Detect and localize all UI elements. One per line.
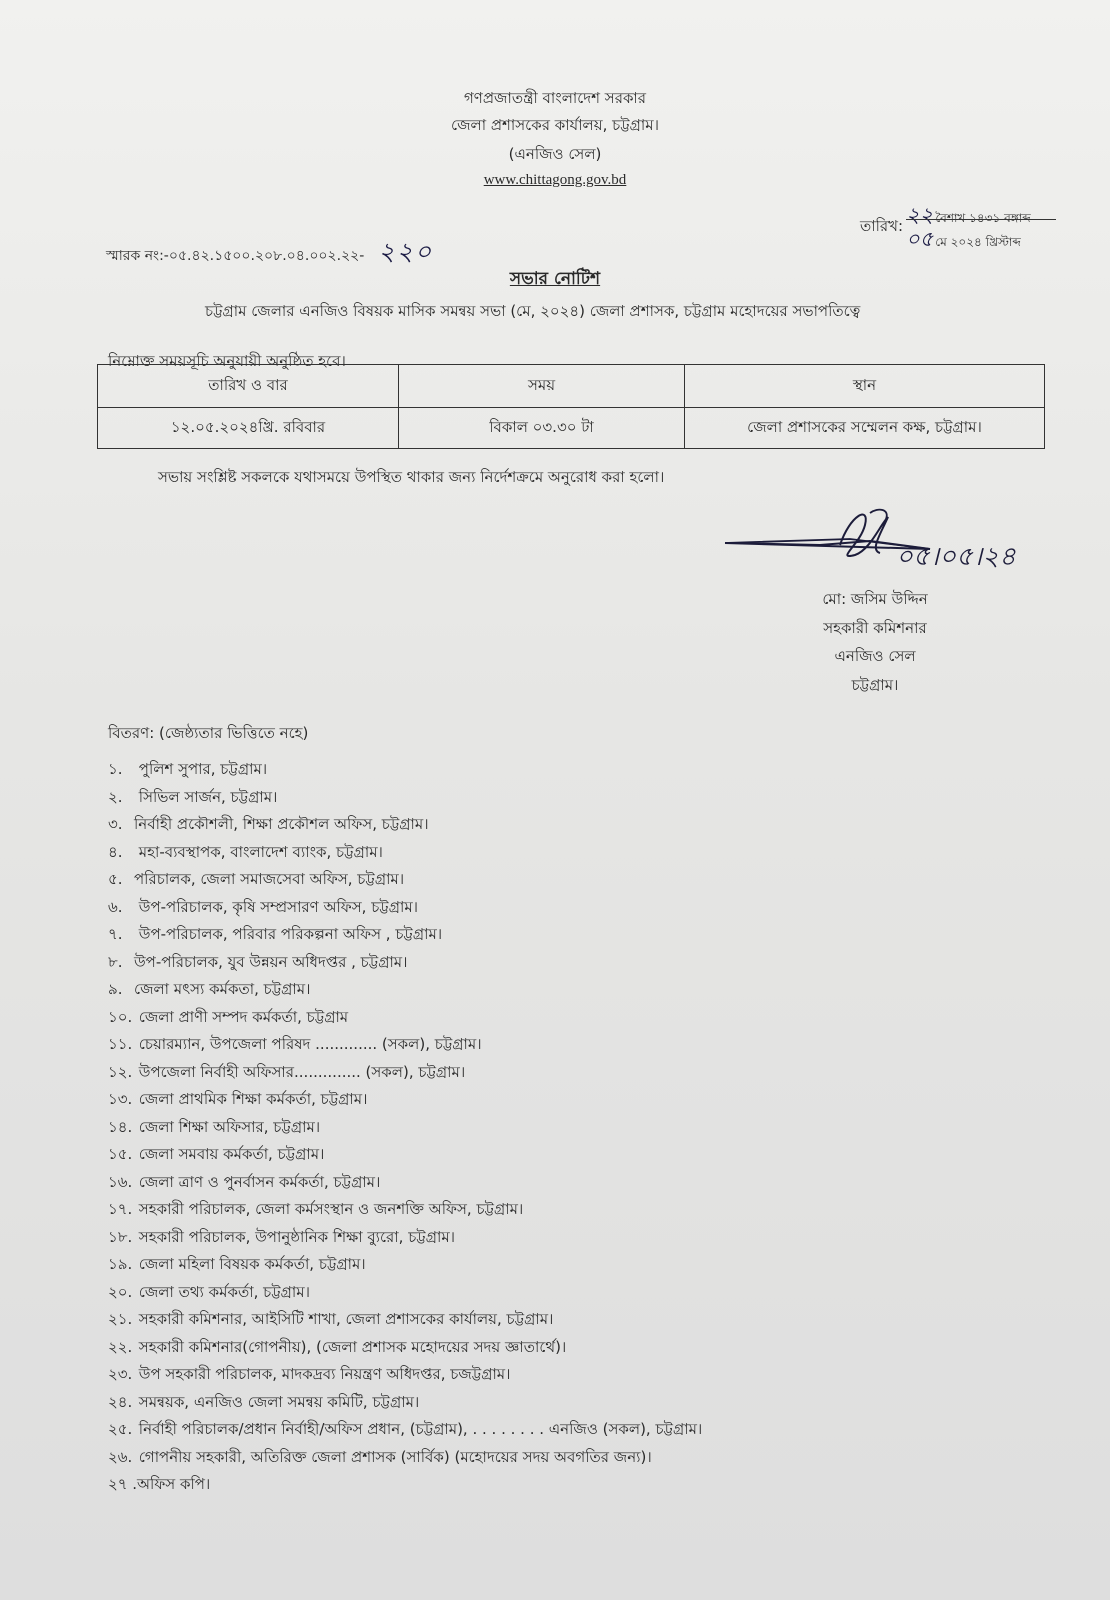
closing-request: সভায় সংশ্লিষ্ট সকলকে যথাসময়ে উপস্থিত থাকার জন্য নির্দেশক্রমে অনুরোধ করা হলো।: [158, 468, 665, 486]
distribution-item: ১২. উপজেলা নির্বাহী অফিসার.............. (সকল), চট্টগ্রাম।: [108, 1062, 466, 1081]
website-link[interactable]: www.chittagong.gov.bd: [483, 172, 627, 188]
distribution-item: ১৩. জেলা প্রাথমিক শিক্ষা কর্মকর্তা, চট্টগ্রাম।: [108, 1090, 368, 1108]
signatory-office: এনজিও সেল: [834, 647, 916, 665]
distribution-item: ৯. জেলা মৎস্য কর্মকতা, চট্টগ্রাম।: [108, 980, 311, 998]
office-name: জেলা প্রশাসকের কার্যালয়, চট্টগ্রাম।: [451, 116, 659, 134]
government-name: গণপ্রজাতন্ত্রী বাংলাদেশ সরকার: [463, 89, 647, 107]
date-block: [860, 197, 1070, 251]
distribution-item: ১৮. সহকারী পরিচালক, উপানুষ্ঠানিক শিক্ষা ব্যুরো, চট্টগ্রাম।: [108, 1227, 456, 1246]
distribution-item: ৪. মহা-ব্যবস্থাপক, বাংলাদেশ ব্যাংক, চট্টগ্রাম।: [108, 842, 383, 861]
distribution-item: ৮. উপ-পরিচালক, যুব উন্নয়ন অধিদপ্তর , চট্টগ্রাম।: [108, 952, 408, 971]
cell-name: (এনজিও সেল): [508, 145, 602, 163]
distribution-item: ২০. জেলা তথ্য কর্মকর্তা, চট্টগ্রাম।: [108, 1282, 310, 1301]
distribution-item: ২৬. গোপনীয় সহকারী, অতিরিক্ত জেলা প্রশাসক (সার্বিক) (মহোদয়ের সদয় অবগতির জন্য)।: [108, 1447, 652, 1466]
distribution-item: ৭. উপ-পরিচালক, পরিবার পরিকল্পনা অফিস , চট্টগ্রাম।: [108, 925, 443, 943]
distribution-item: ২১. সহকারী কমিশনার, আইসিটি শাখা, জেলা প্রশাসকের কার্যালয়, চট্টগ্রাম।: [108, 1310, 554, 1328]
distribution-item: ৩. নির্বাহী প্রকৌশলী, শিক্ষা প্রকৌশল অফিস, চট্টগ্রাম।: [108, 815, 429, 833]
distribution-item: ১৫. জেলা সমবায় কর্মকর্তা, চট্টগ্রাম।: [108, 1145, 325, 1163]
bangla-date-rest: বৈশাখ ১৪৩১ বঙ্গাব্দ: [935, 211, 1031, 225]
signature-image: [720, 505, 1020, 585]
distribution-item: ১৭. সহকারী পরিচালক, জেলা কর্মসংস্থান ও জনশক্তি অফিস, চট্টগ্রাম।: [108, 1200, 524, 1218]
schedule-header-row: [98, 365, 1045, 408]
signatory-name: মো: জসিম উদ্দিন: [822, 590, 928, 608]
schedule-row: [98, 408, 1045, 449]
distribution-item: ৫. পরিচালক, জেলা সমাজসেবা অফিস, চট্টগ্রাম।: [108, 870, 405, 888]
date-divider: [906, 219, 1056, 220]
header-time: সময়: [399, 365, 685, 408]
distribution-item: ২৩. উপ সহকারী পরিচালক, মাদকদ্রব্য নিয়ন্ত্রণ অধিদপ্তর, চজট্টগ্রাম।: [108, 1365, 511, 1383]
body-line-2: নিম্নোক্ত সময়সূচি অনুযায়ী অনুষ্ঠিত হবে।: [108, 352, 346, 370]
header-venue: স্থান: [685, 365, 1045, 408]
english-date-day: ০৫: [906, 227, 934, 251]
distribution-item: ২. সিভিল সার্জন, চট্টগ্রাম।: [108, 787, 278, 806]
memo-handwritten-number: ২২০: [378, 239, 434, 266]
english-date: [906, 223, 1021, 258]
cell-time: বিকাল ০৩.৩০ টা: [399, 408, 685, 449]
cell-date-day: ১২.০৫.২০২৪খ্রি. রবিবার: [98, 408, 399, 449]
distribution-item: ২৫. নির্বাহী পরিচালক/প্রধান নির্বাহী/অফিস প্রধান, (চট্টগ্রাম), . . . . . . . . এনজিও (সকল), চট্টগ্রাম।: [108, 1420, 703, 1438]
date-label: তারিখ:: [860, 217, 904, 235]
memo-prefix: স্মারক নং:-০৫.৪২.১৫০০.২০৮.০৪.০০২.২২-: [106, 248, 365, 264]
body-line-1: চট্টগ্রাম জেলার এনজিও বিষয়ক মাসিক সমন্বয় সভা (মে, ২০২৪) জেলা প্রশাসক, চট্টগ্রাম মহোদয়ের সভাপতিত্বে: [205, 302, 861, 320]
signatory-designation: সহকারী কমিশনার: [823, 618, 927, 637]
distribution-item: ১৯. জেলা মহিলা বিষয়ক কর্মকর্তা, চট্টগ্রাম।: [108, 1255, 366, 1273]
signatory-block: [770, 585, 980, 699]
schedule-table: [97, 364, 1045, 449]
distribution-item: ২৭ .অফিস কপি।: [108, 1475, 211, 1493]
distribution-item: ১০. জেলা প্রাণী সম্পদ কর্মকর্তা, চট্টগ্রাম: [108, 1007, 349, 1026]
distribution-item: ২২. সহকারী কমিশনার(গোপনীয়), (জেলা প্রশাসক মহোদয়ের সদয় জ্ঞাতার্থে)।: [108, 1337, 567, 1356]
signature-date: ০৫।০৫।২৪: [896, 542, 1016, 571]
distribution-item: ১১. চেয়ারম্যান, উপজেলা পরিষদ ............. (সকল), চট্টগ্রাম।: [108, 1035, 482, 1053]
cell-venue: জেলা প্রশাসকের সম্মেলন কক্ষ, চট্টগ্রাম।: [685, 408, 1045, 449]
distribution-item: ৬. উপ-পরিচালক, কৃষি সম্প্রসারণ অফিস, চট্টগ্রাম।: [108, 897, 419, 916]
distribution-title: বিতরণ: (জেষ্ঠ্যতার ভিত্তিতে নহে): [108, 724, 309, 742]
header-date-day: তারিখ ও বার: [98, 365, 399, 408]
bangla-date-day: ২২: [906, 203, 934, 227]
distribution-item: ১৬. জেলা ত্রাণ ও পুনর্বাসন কর্মকর্তা, চট্টগ্রাম।: [108, 1172, 381, 1191]
english-date-rest: মে ২০২৪ খ্রিস্টাব্দ: [935, 235, 1021, 249]
notice-title: সভার নোটিশ: [509, 269, 601, 289]
distribution-item: ২৪. সমন্বয়ক, এনজিও জেলা সমন্বয় কমিটি, চট্টগ্রাম।: [108, 1392, 420, 1411]
distribution-item: ১. পুলিশ সুপার, চট্টগ্রাম।: [108, 760, 268, 778]
signatory-place: চট্টগ্রাম।: [851, 675, 899, 694]
distribution-list: [108, 756, 702, 1499]
distribution-item: ১৪. জেলা শিক্ষা অফিসার, চট্টগ্রাম।: [108, 1117, 321, 1136]
